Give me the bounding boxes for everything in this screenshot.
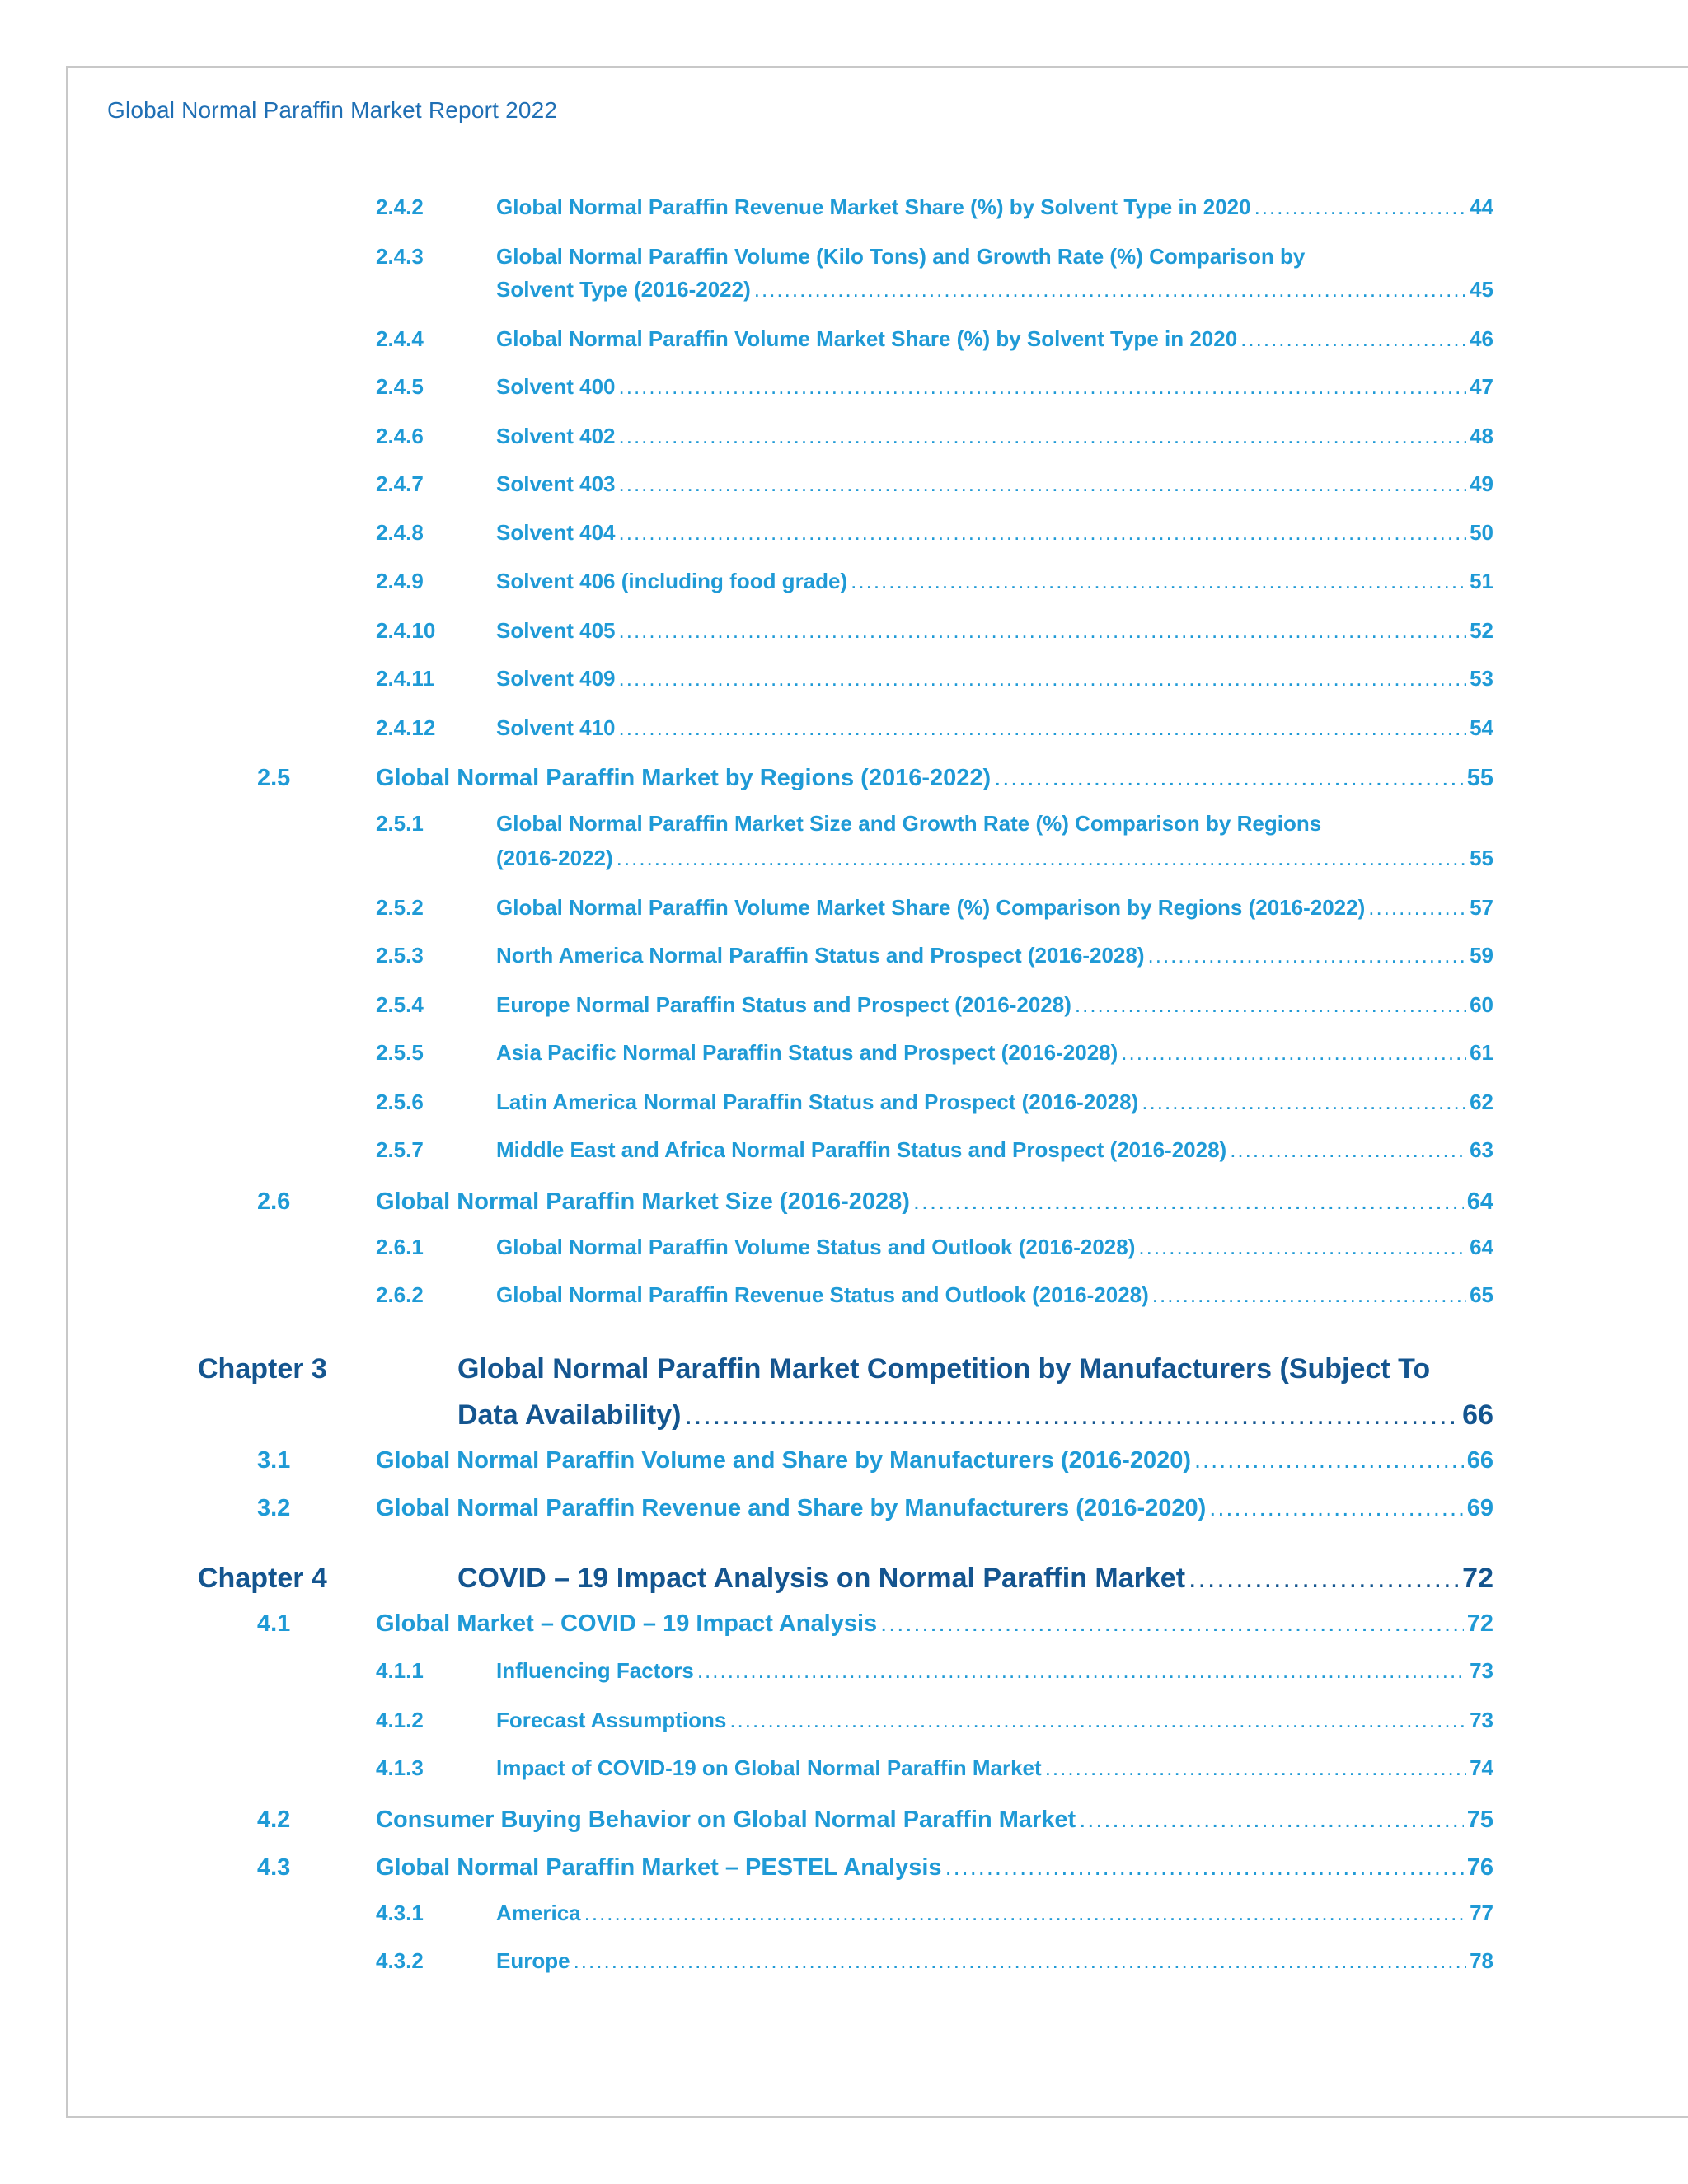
toc-entry[interactable] (457, 1399, 1493, 1432)
toc-page-number: 77 (1470, 1900, 1493, 1925)
toc-dot-leader (851, 569, 1466, 594)
toc-entry-number: 4.1.3 (376, 1755, 424, 1780)
toc-page-number: 78 (1470, 1948, 1493, 1973)
toc-entry-title: Europe (496, 1948, 570, 1973)
toc-page-number: 65 (1470, 1282, 1493, 1307)
toc-entry-title: Solvent Type (2016-2022) (496, 277, 751, 302)
toc-entry-title: Latin America Normal Paraffin Status and Prospect (2016-2028) (496, 1090, 1139, 1114)
toc-dot-leader (619, 471, 1467, 497)
toc-dot-leader (619, 374, 1467, 400)
toc-entry-number: 2.4.10 (376, 618, 436, 643)
toc-entry-title: Solvent 405 (496, 618, 616, 643)
toc-page-number: 62 (1470, 1090, 1493, 1114)
toc-dot-leader (1152, 1282, 1466, 1308)
toc-entry[interactable] (496, 618, 1493, 644)
toc-dot-leader (754, 277, 1466, 302)
toc-page-number: 66 (1466, 1447, 1493, 1474)
toc-entry[interactable] (496, 1090, 1493, 1115)
toc-page-number: 66 (1462, 1399, 1493, 1431)
toc-dot-leader (913, 1188, 1464, 1216)
toc-page-number: 48 (1470, 424, 1493, 448)
toc-entry-number: 4.1 (257, 1610, 291, 1637)
toc-entry[interactable] (496, 277, 1493, 302)
toc-entry[interactable] (376, 1495, 1493, 1522)
toc-page-number: 60 (1470, 992, 1493, 1017)
toc-entry-number: 2.4.6 (376, 424, 424, 448)
toc-dot-leader (574, 1948, 1467, 1974)
toc-dot-leader (584, 1900, 1466, 1926)
toc-entry[interactable] (496, 1708, 1493, 1733)
toc-entry-title: Solvent 410 (496, 715, 616, 740)
toc-entry-title: Global Normal Paraffin Revenue and Share by Manufacturers (2016-2020) (376, 1495, 1207, 1521)
toc-dot-leader (619, 520, 1467, 546)
toc-entry-number: 3.1 (257, 1447, 291, 1474)
toc-page-number: 74 (1470, 1755, 1493, 1780)
toc-page-number: 73 (1470, 1658, 1493, 1683)
toc-dot-leader (1209, 1495, 1463, 1522)
toc-page-number: 75 (1466, 1807, 1493, 1833)
toc-entry-title: (2016-2022) (496, 846, 613, 870)
toc-entry-number: 2.6.2 (376, 1282, 424, 1307)
toc-entry-title: Solvent 406 (including food grade) (496, 569, 848, 593)
toc-entry[interactable] (496, 424, 1493, 449)
toc-entry-number: 2.4.8 (376, 520, 424, 545)
toc-entry[interactable] (376, 1807, 1493, 1834)
toc-entry-title: Forecast Assumptions (496, 1708, 727, 1732)
toc-entry-title: Global Market – COVID – 19 Impact Analysis (376, 1610, 878, 1637)
toc-entry[interactable] (496, 520, 1493, 546)
toc-entry-title: North America Normal Paraffin Status and Prospect (2016-2028) (496, 943, 1145, 968)
toc-entry-title: Global Normal Paraffin Volume Market Share (%) Comparison by Regions (2016-2022) (496, 895, 1366, 920)
toc-entry-number: 2.4.9 (376, 569, 424, 593)
toc-entry[interactable] (496, 326, 1493, 352)
toc-entry-number: 4.3.1 (376, 1900, 424, 1925)
toc-page-number: 64 (1470, 1235, 1493, 1259)
toc-dot-leader (1138, 1235, 1466, 1260)
toc-dot-leader (619, 715, 1467, 741)
running-header: Global Normal Paraffin Market Report 2022 (107, 97, 558, 123)
toc-dot-leader (619, 618, 1467, 644)
toc-entry[interactable] (496, 1235, 1493, 1260)
toc-dot-leader (1368, 895, 1466, 921)
toc-entry[interactable] (376, 765, 1493, 792)
toc-entry-title: COVID – 19 Impact Analysis on Normal Paraffin Market (457, 1563, 1186, 1594)
toc-entry-title: Solvent 404 (496, 520, 616, 545)
toc-entry-title: Global Normal Paraffin Market by Regions (2016-2022) (376, 765, 992, 791)
toc-page-number: 57 (1470, 895, 1493, 920)
toc-entry[interactable] (496, 846, 1493, 871)
toc-page-number: 55 (1470, 846, 1493, 870)
toc-entry-title-line1[interactable]: Global Normal Paraffin Volume (Kilo Tons) and Growth Rate (%) Comparison by (496, 244, 1306, 269)
toc-entry-number: 2.5.4 (376, 992, 424, 1017)
toc-entry[interactable] (496, 1137, 1493, 1163)
toc-entry-number: 4.2 (257, 1807, 291, 1833)
toc-page-number: 72 (1462, 1563, 1493, 1594)
toc-page-number: 54 (1470, 715, 1493, 740)
toc-entry[interactable] (496, 569, 1493, 594)
toc-entry-title: Global Normal Paraffin Revenue Market Share (%) by Solvent Type in 2020 (496, 194, 1251, 219)
toc-entry-number: 2.6.1 (376, 1235, 424, 1259)
toc-dot-leader (994, 765, 1464, 792)
toc-page-number: 76 (1466, 1854, 1493, 1881)
toc-dot-leader (619, 424, 1467, 449)
toc-dot-leader (1045, 1755, 1466, 1781)
toc-entry-number: 2.4.2 (376, 194, 424, 219)
toc-dot-leader (1121, 1040, 1466, 1066)
toc-entry[interactable] (376, 1854, 1493, 1882)
toc-entry-number: 2.4.7 (376, 471, 424, 496)
toc-entry-number: 4.3.2 (376, 1948, 424, 1973)
toc-page-number: 49 (1470, 471, 1493, 496)
toc-page-number: 53 (1470, 666, 1493, 691)
toc-page-number: 61 (1470, 1040, 1493, 1065)
toc-entry-title: Global Normal Paraffin Market – PESTEL Analysis (376, 1854, 942, 1881)
toc-dot-leader (1189, 1563, 1459, 1595)
toc-entry-title: Consumer Buying Behavior on Global Normal Paraffin Market (376, 1807, 1076, 1833)
toc-dot-leader (617, 846, 1466, 871)
toc-entry[interactable] (496, 1658, 1493, 1684)
toc-dot-leader (1148, 943, 1467, 968)
toc-dot-leader (945, 1854, 1464, 1882)
toc-entry-number: 2.5.3 (376, 943, 424, 968)
toc-dot-leader (1230, 1137, 1466, 1163)
toc-entry-number: Chapter 3 (198, 1353, 327, 1385)
toc-entry-number: 2.5.6 (376, 1090, 424, 1114)
toc-entry-title: Global Normal Paraffin Volume and Share by Manufacturers (2016-2020) (376, 1447, 1191, 1474)
toc-entry[interactable] (376, 1188, 1493, 1216)
toc-page-number: 52 (1470, 618, 1493, 643)
toc-entry-title: Global Normal Paraffin Market Size (2016-2028) (376, 1188, 910, 1215)
toc-page-number: 59 (1470, 943, 1493, 968)
toc-dot-leader (1254, 194, 1467, 220)
toc-entry-title: Solvent 403 (496, 471, 616, 496)
toc-entry-number: 4.1.2 (376, 1708, 424, 1732)
toc-entry[interactable] (496, 943, 1493, 968)
toc-entry-number: 2.5.2 (376, 895, 424, 920)
toc-page-number: 50 (1470, 520, 1493, 545)
toc-entry-title: Global Normal Paraffin Volume Market Share (%) by Solvent Type in 2020 (496, 326, 1238, 351)
toc-dot-leader (1079, 1807, 1464, 1834)
toc-entry-number: 4.1.1 (376, 1658, 424, 1683)
toc-entry-number: 2.4.4 (376, 326, 424, 351)
toc-entry-title: Asia Pacific Normal Paraffin Status and Prospect (2016-2028) (496, 1040, 1118, 1065)
toc-entry-title: Impact of COVID-19 on Global Normal Paraffin Market (496, 1755, 1042, 1780)
toc-entry[interactable] (496, 666, 1493, 691)
toc-entry-number: 2.6 (257, 1188, 291, 1215)
toc-dot-leader (619, 666, 1467, 691)
toc-entry[interactable] (376, 1610, 1493, 1638)
toc-entry-number: 4.3 (257, 1854, 291, 1881)
toc-entry-number: 2.5 (257, 765, 291, 791)
toc-page-number: 55 (1466, 765, 1493, 791)
toc-entry-number: 2.4.5 (376, 374, 424, 399)
toc-entry[interactable] (376, 1447, 1493, 1474)
toc-entry-title: Solvent 402 (496, 424, 616, 448)
toc-dot-leader (1142, 1090, 1466, 1115)
toc-entry[interactable] (496, 1282, 1493, 1308)
toc-entry-title-line1[interactable]: Global Normal Paraffin Market Competition by Manufacturers (Subject To (457, 1353, 1431, 1385)
toc-entry[interactable] (496, 194, 1493, 220)
toc-page-number: 47 (1470, 374, 1493, 399)
toc-entry[interactable] (496, 715, 1493, 741)
toc-entry[interactable] (496, 1900, 1493, 1926)
toc-page-number: 73 (1470, 1708, 1493, 1732)
toc-entry-number: 3.2 (257, 1495, 291, 1521)
toc-entry-number: Chapter 4 (198, 1563, 327, 1594)
toc-page-number: 45 (1470, 277, 1493, 302)
toc-page-number: 46 (1470, 326, 1493, 351)
toc-entry[interactable] (496, 471, 1493, 497)
toc-dot-leader (697, 1658, 1466, 1684)
toc-entry-title: Middle East and Africa Normal Paraffin Status and Prospect (2016-2028) (496, 1137, 1227, 1162)
toc-dot-leader (1075, 992, 1466, 1018)
toc-entry-number: 2.4.3 (376, 244, 424, 269)
toc-dot-leader (1240, 326, 1466, 352)
toc-entry-title: Solvent 400 (496, 374, 616, 399)
toc-entry-title: Solvent 409 (496, 666, 616, 691)
toc-entry-number: 2.4.12 (376, 715, 436, 740)
toc-entry-number: 2.5.7 (376, 1137, 424, 1162)
toc-dot-leader (684, 1399, 1459, 1432)
toc-entry[interactable] (496, 895, 1493, 921)
toc-entry-title-line1[interactable]: Global Normal Paraffin Market Size and Growth Rate (%) Comparison by Regions (496, 811, 1322, 836)
toc-dot-leader (880, 1610, 1464, 1638)
toc-entry-title: Europe Normal Paraffin Status and Prospect (2016-2028) (496, 992, 1071, 1017)
toc-entry[interactable] (496, 1948, 1493, 1974)
toc-entry[interactable] (496, 1040, 1493, 1066)
toc-entry-title: Global Normal Paraffin Volume Status and Outlook (2016-2028) (496, 1235, 1136, 1259)
toc-entry-title: Influencing Factors (496, 1658, 694, 1683)
toc-dot-leader (1194, 1447, 1464, 1474)
toc-page-number: 63 (1470, 1137, 1493, 1162)
toc-entry[interactable] (496, 374, 1493, 400)
toc-page-number: 44 (1470, 194, 1493, 219)
toc-entry-number: 2.5.1 (376, 811, 424, 836)
toc-entry[interactable] (496, 1755, 1493, 1781)
toc-page-number: 72 (1466, 1610, 1493, 1637)
toc-dot-leader (729, 1708, 1466, 1733)
toc-page-number: 51 (1470, 569, 1493, 593)
toc-page-number: 69 (1466, 1495, 1493, 1521)
toc-entry[interactable] (496, 992, 1493, 1018)
toc-entry[interactable] (457, 1563, 1493, 1595)
toc-entry-number: 2.4.11 (376, 666, 434, 691)
toc-entry-title: America (496, 1900, 581, 1925)
toc-entry-title: Data Availability) (457, 1399, 682, 1431)
toc-entry-number: 2.5.5 (376, 1040, 424, 1065)
toc-entry-title: Global Normal Paraffin Revenue Status and Outlook (2016-2028) (496, 1282, 1149, 1307)
toc-page-number: 64 (1466, 1188, 1493, 1215)
